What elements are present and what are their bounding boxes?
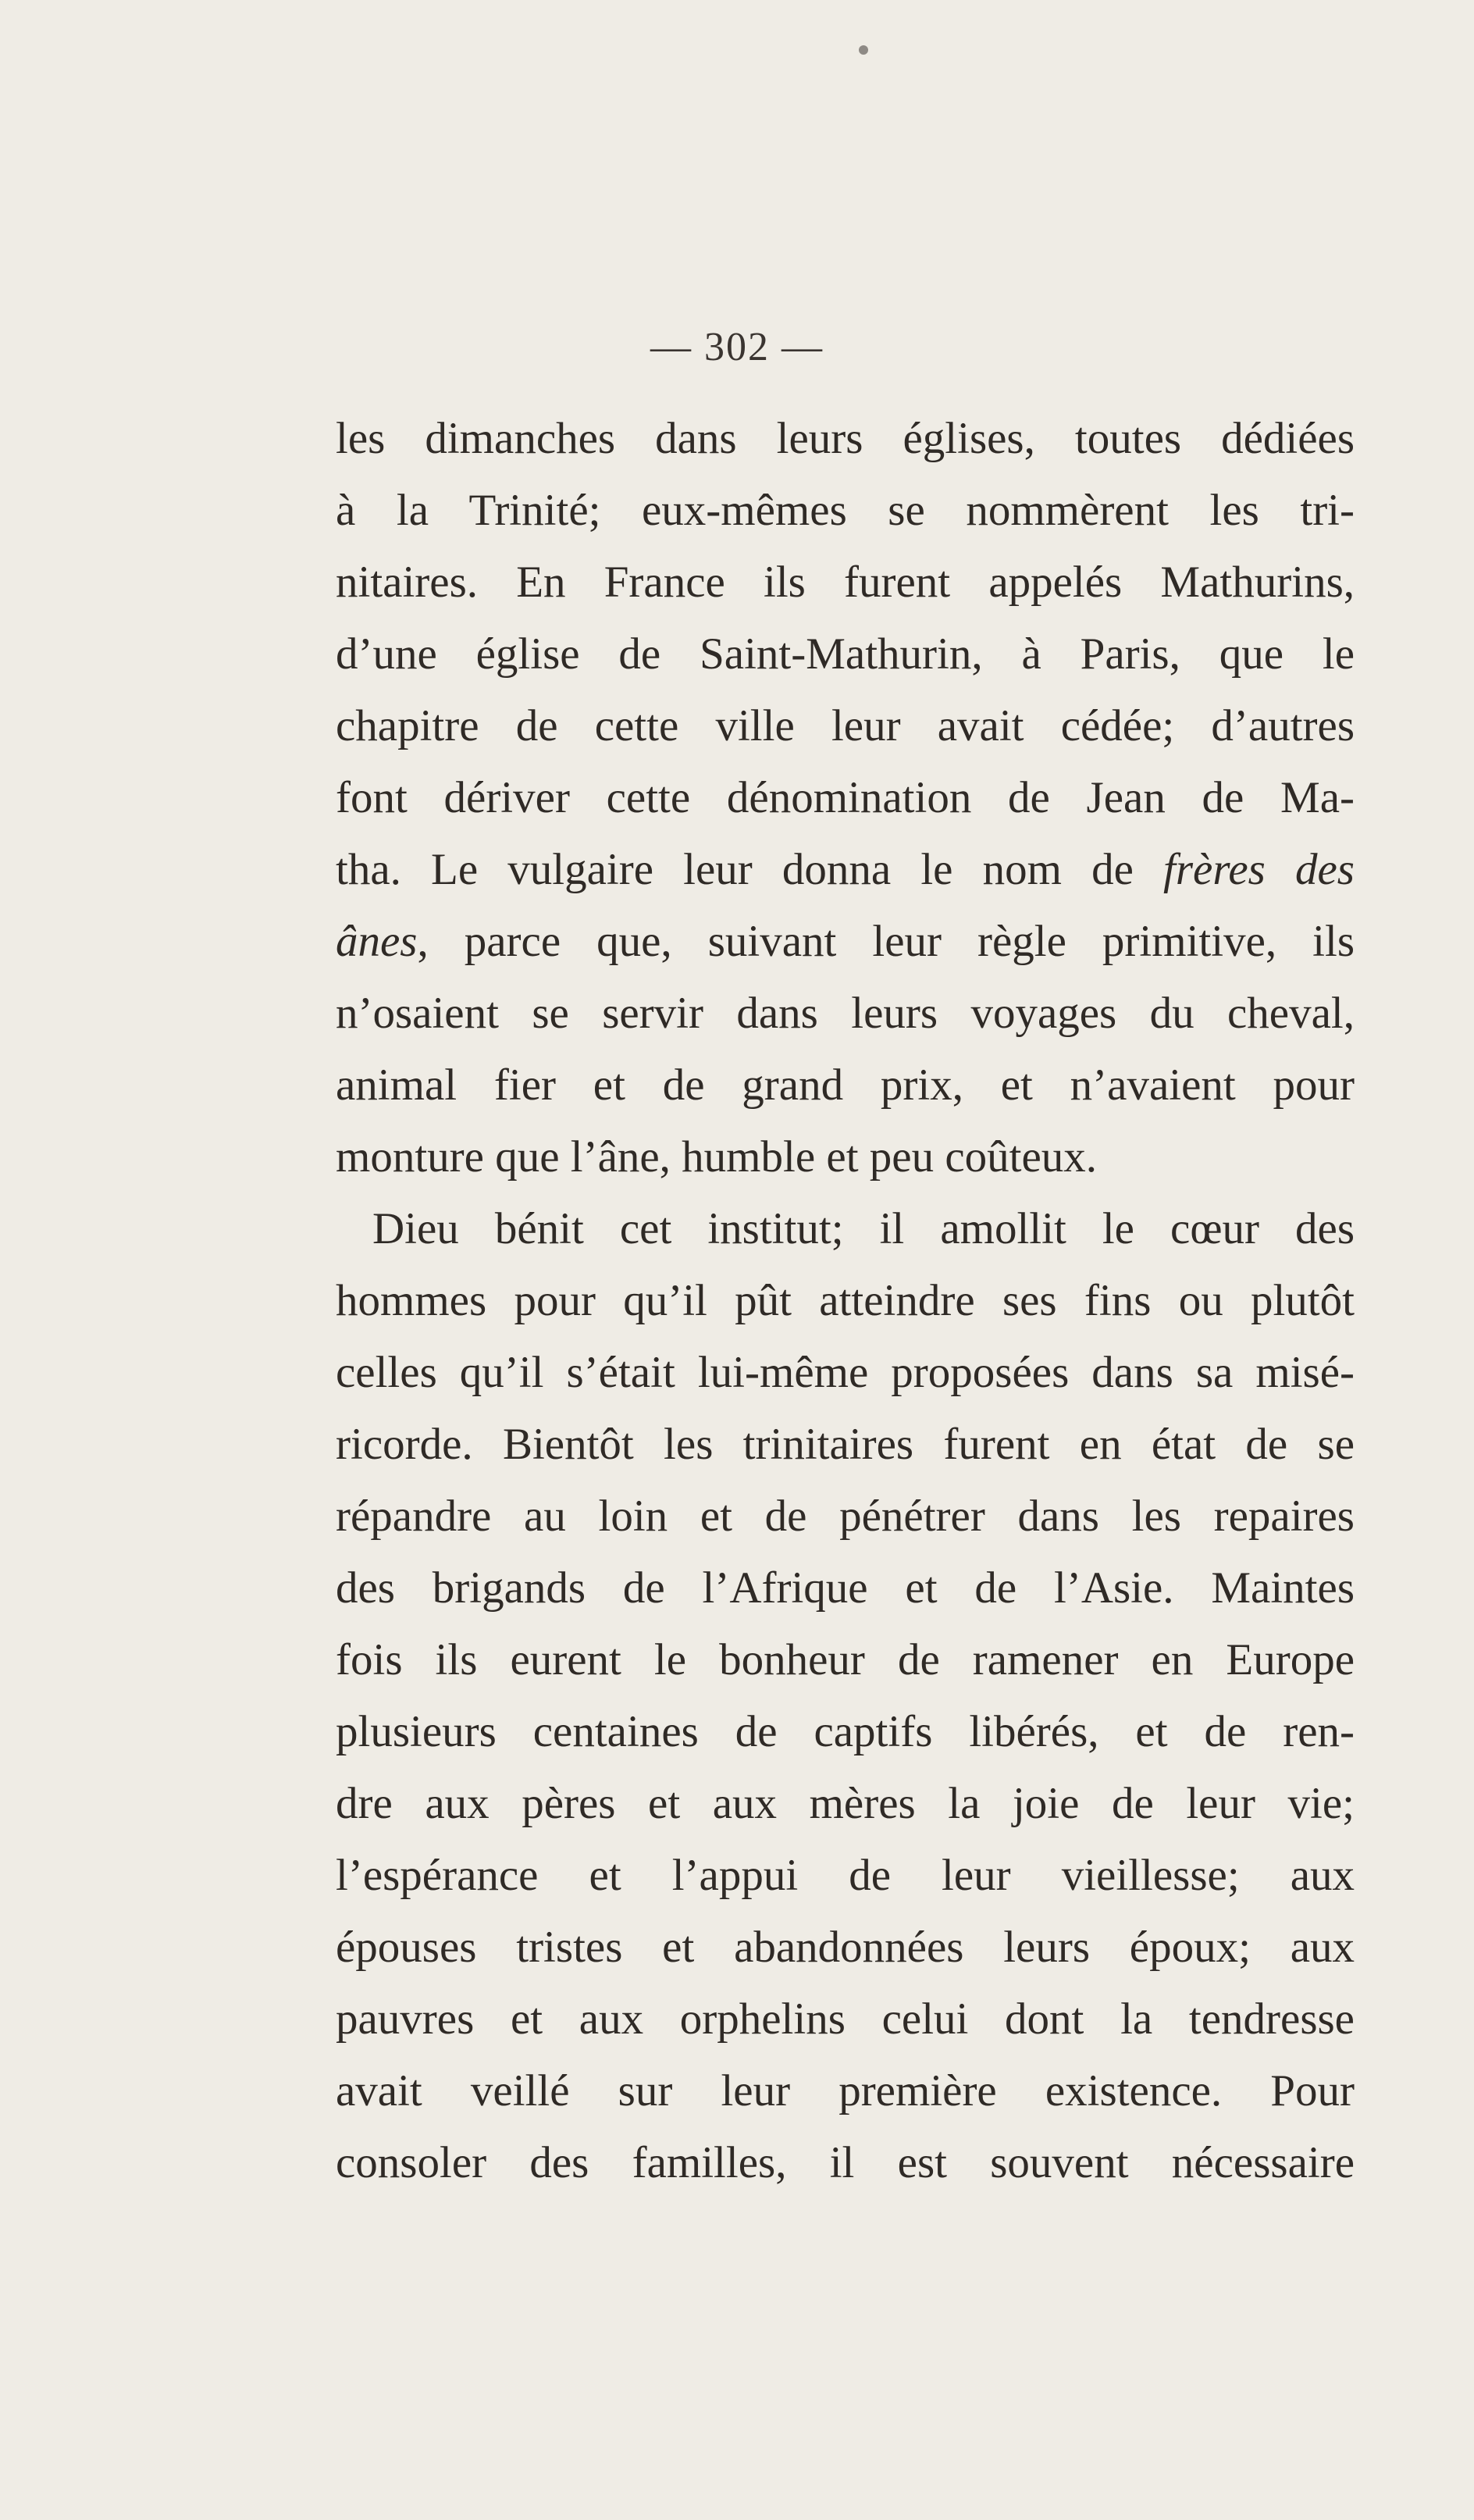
text-line: d’une église de Saint-Mathurin, à Paris, que le [336,629,1355,679]
italic-term: ânes [336,917,418,966]
text-line: animal fier et de grand prix, et n’avaient pour [336,1060,1355,1110]
text-line: n’osaient se servir dans leurs voyages du cheval, [336,989,1355,1038]
text-line: chapitre de cette ville leur avait cédée; d’autres [336,701,1355,750]
text-line: Dieu bénit cet institut; il amollit le cœur des [372,1204,1355,1253]
italic-term: frères des [1163,845,1355,894]
text-line: fois ils eurent le bonheur de ramener en Europe [336,1635,1355,1684]
text-line: épouses tristes et abandonnées leurs époux; aux [336,1923,1355,1972]
text-line: les dimanches dans leurs églises, toutes dédiées [336,414,1355,463]
ink-speck [859,45,868,55]
text-line: plusieurs centaines de captifs libérés, et de ren- [336,1707,1355,1756]
text-line: pauvres et aux orphelins celui dont la tendresse [336,1994,1355,2044]
text-line: répandre au loin et de pénétrer dans les repaires [336,1492,1355,1541]
text-line: celles qu’il s’était lui-même proposées dans sa misé- [336,1348,1355,1397]
text-run: tha. Le vulgaire leur donna le nom de [336,845,1163,894]
text-line [336,835,1355,905]
text-line [336,907,1355,977]
text-line: l’espérance et l’appui de leur vieillesse; aux [336,1851,1355,1900]
page-number: — 302 — [650,325,824,369]
text-line: des brigands de l’Afrique et de l’Asie. Maintes [336,1563,1355,1613]
text-run: , parce que, suivant leur règle primitive, ils [417,917,1355,966]
text-line: ricorde. Bientôt les trinitaires furent en état de se [336,1420,1355,1469]
text-line: font dériver cette dénomination de Jean de Ma- [336,773,1355,822]
text-line: consoler des familles, il est souvent nécessaire [336,2138,1355,2187]
text-line: nitaires. En France ils furent appelés Mathurins, [336,558,1355,607]
text-line: monture que l’âne, humble et peu coûteux. [336,1132,1098,1182]
text-line: dre aux pères et aux mères la joie de leur vie; [336,1779,1355,1828]
text-line: à la Trinité; eux-mêmes se nommèrent les tri- [336,486,1355,535]
text-line: hommes pour qu’il pût atteindre ses fins ou plutôt [336,1276,1355,1325]
text-line: avait veillé sur leur première existence. Pour [336,2066,1355,2115]
